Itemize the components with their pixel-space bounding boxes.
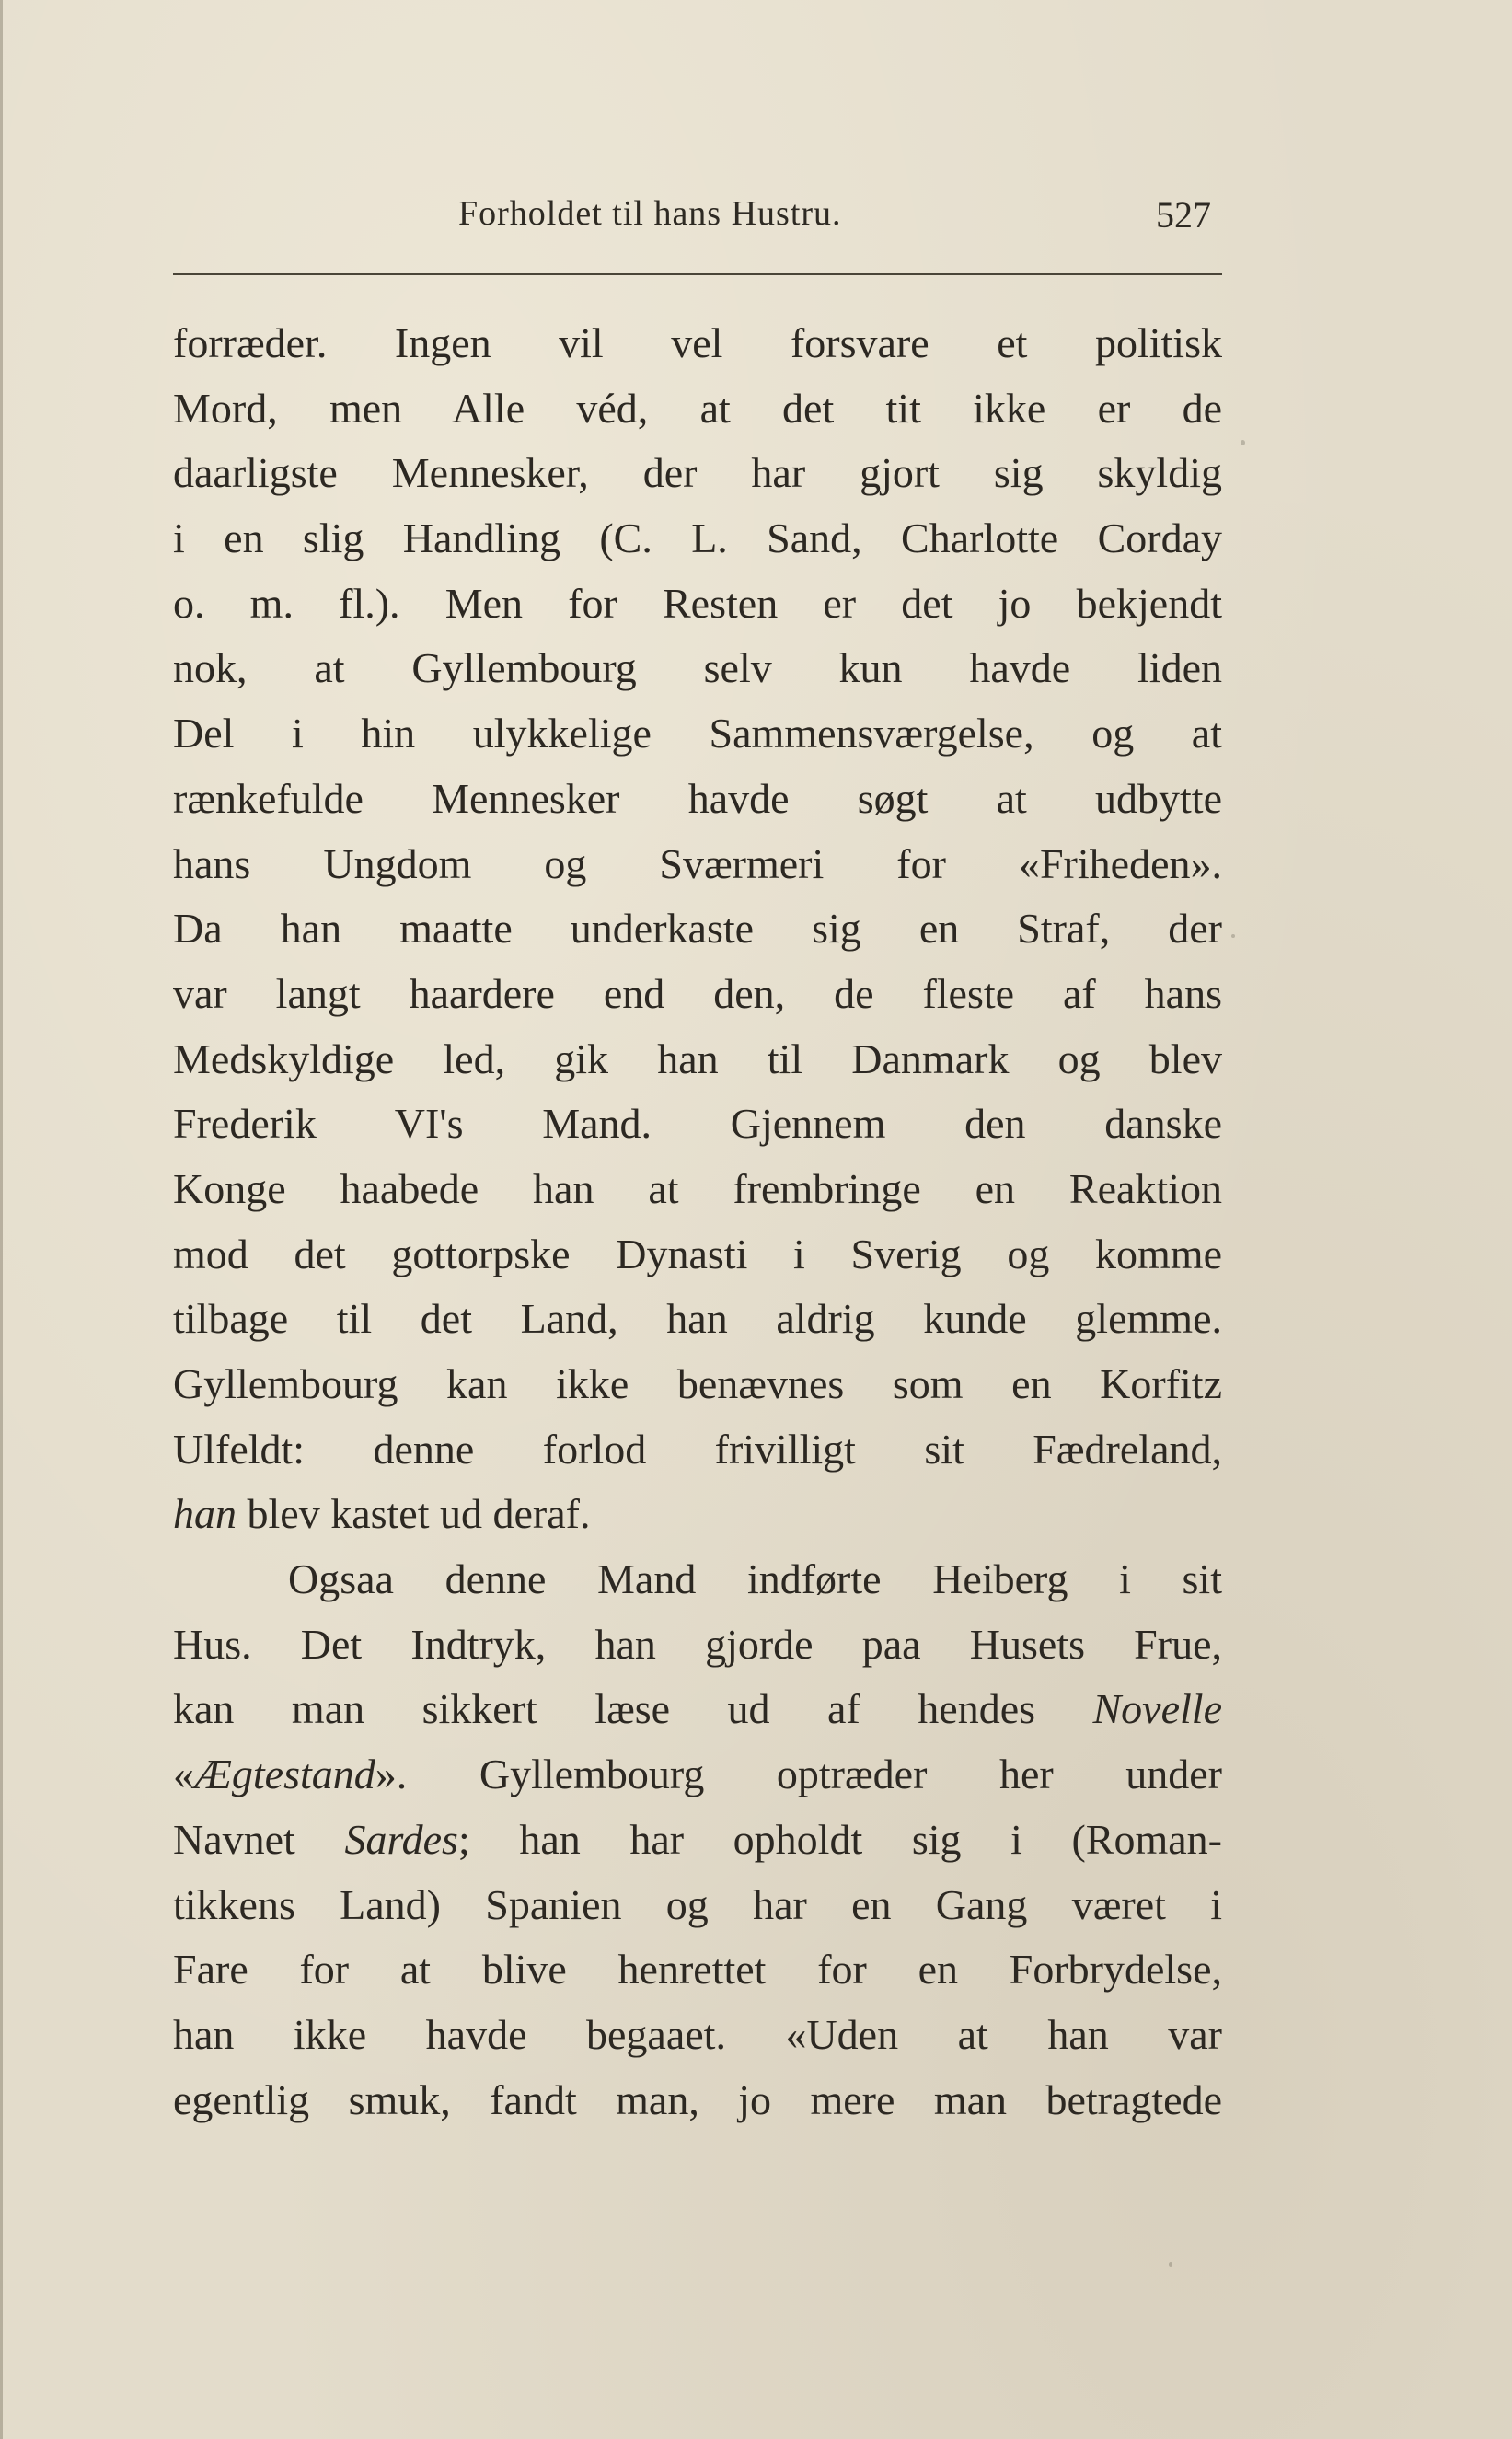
text-line: egentlig smuk, fandt man, jo mere man betragtede [173,2075,1222,2123]
italic-text: Ægtestand [194,1751,375,1798]
running-title: Forholdet til hans Hustru. [458,194,842,233]
text-line: Da han maatte underkaste sig en Straf, der [173,905,1222,953]
text-line: i en slig Handling (C. L. Sand, Charlotte Corday [173,514,1222,562]
text-line: o. m. fl.). Men for Resten er det jo bekjendt [173,579,1222,627]
book-page [173,0,1222,2439]
text-line: Mord, men Alle véd, at det tit ikke er de [173,384,1222,432]
text-line: Gyllembourg kan ikke benævnes som en Korfitz [173,1360,1222,1407]
text-line [173,1742,1222,1808]
text-line: Del i hin ulykkelige Sammensværgelse, og at [173,710,1222,757]
text-line-paragraph-start: Ogsaa denne Mand indførte Heiberg i sit [288,1555,1222,1603]
text-line: Ulfeldt: denne forlod frivilligt sit Fædreland, [173,1425,1222,1473]
text-line: forræder. Ingen vil vel forsvare et politisk [173,319,1222,366]
text-line: Hus. Det Indtryk, han gjorde paa Husets Frue, [173,1620,1222,1668]
text-line [173,1677,1222,1742]
italic-text: Sardes [344,1815,458,1863]
text-line: Frederik VI's Mand. Gjennem den danske [173,1100,1222,1148]
text-line: han ikke havde begaaet. «Uden at han var [173,2010,1222,2058]
line-text: ; han har opholdt sig i (Roman- [457,1815,1222,1863]
text-line: hans Ungdom og Sværmeri for «Friheden». [173,839,1222,887]
text-line: daarligste Mennesker, der har gjort sig skyldig [173,449,1222,497]
page-edge [0,0,3,2439]
text-line: Medskyldige led, gik han til Danmark og blev [173,1035,1222,1082]
text-line: nok, at Gyllembourg selv kun havde liden [173,644,1222,692]
line-text: Navnet [173,1815,345,1863]
quote-mark: « [173,1751,194,1798]
text-line: tikkens Land) Spanien og har en Gang været i [173,1880,1222,1928]
text-line: tilbage til det Land, han aldrig kunde glemme. [173,1295,1222,1343]
text-line-paragraph-end [173,1482,1222,1547]
italic-text: han [173,1490,237,1538]
line-text: blev kastet ud deraf. [237,1490,591,1538]
text-line: Fare for at blive henrettet for en Forbrydelse, [173,1946,1222,1994]
text-line: var langt haardere end den, de fleste af hans [173,969,1222,1017]
line-text: kan man sikkert læse ud af hendes [173,1685,1093,1733]
text-line: rænkefulde Mennesker havde søgt at udbytte [173,774,1222,822]
paper-speck [1169,2262,1172,2267]
text-line: Konge haabede han at frembringe en Reaktion [173,1164,1222,1212]
running-header [173,193,1222,249]
text-line: mod det gottorpske Dynasti i Sverig og komme [173,1230,1222,1277]
body-text [173,311,1222,2133]
line-text: ». Gyllembourg optræder her under [375,1751,1222,1798]
header-rule [173,273,1222,275]
text-line [173,1808,1222,1873]
paper-speck [1231,934,1235,938]
page-number: 527 [1156,194,1211,236]
italic-text: Novelle [1092,1685,1222,1733]
paper-speck [1241,440,1245,445]
